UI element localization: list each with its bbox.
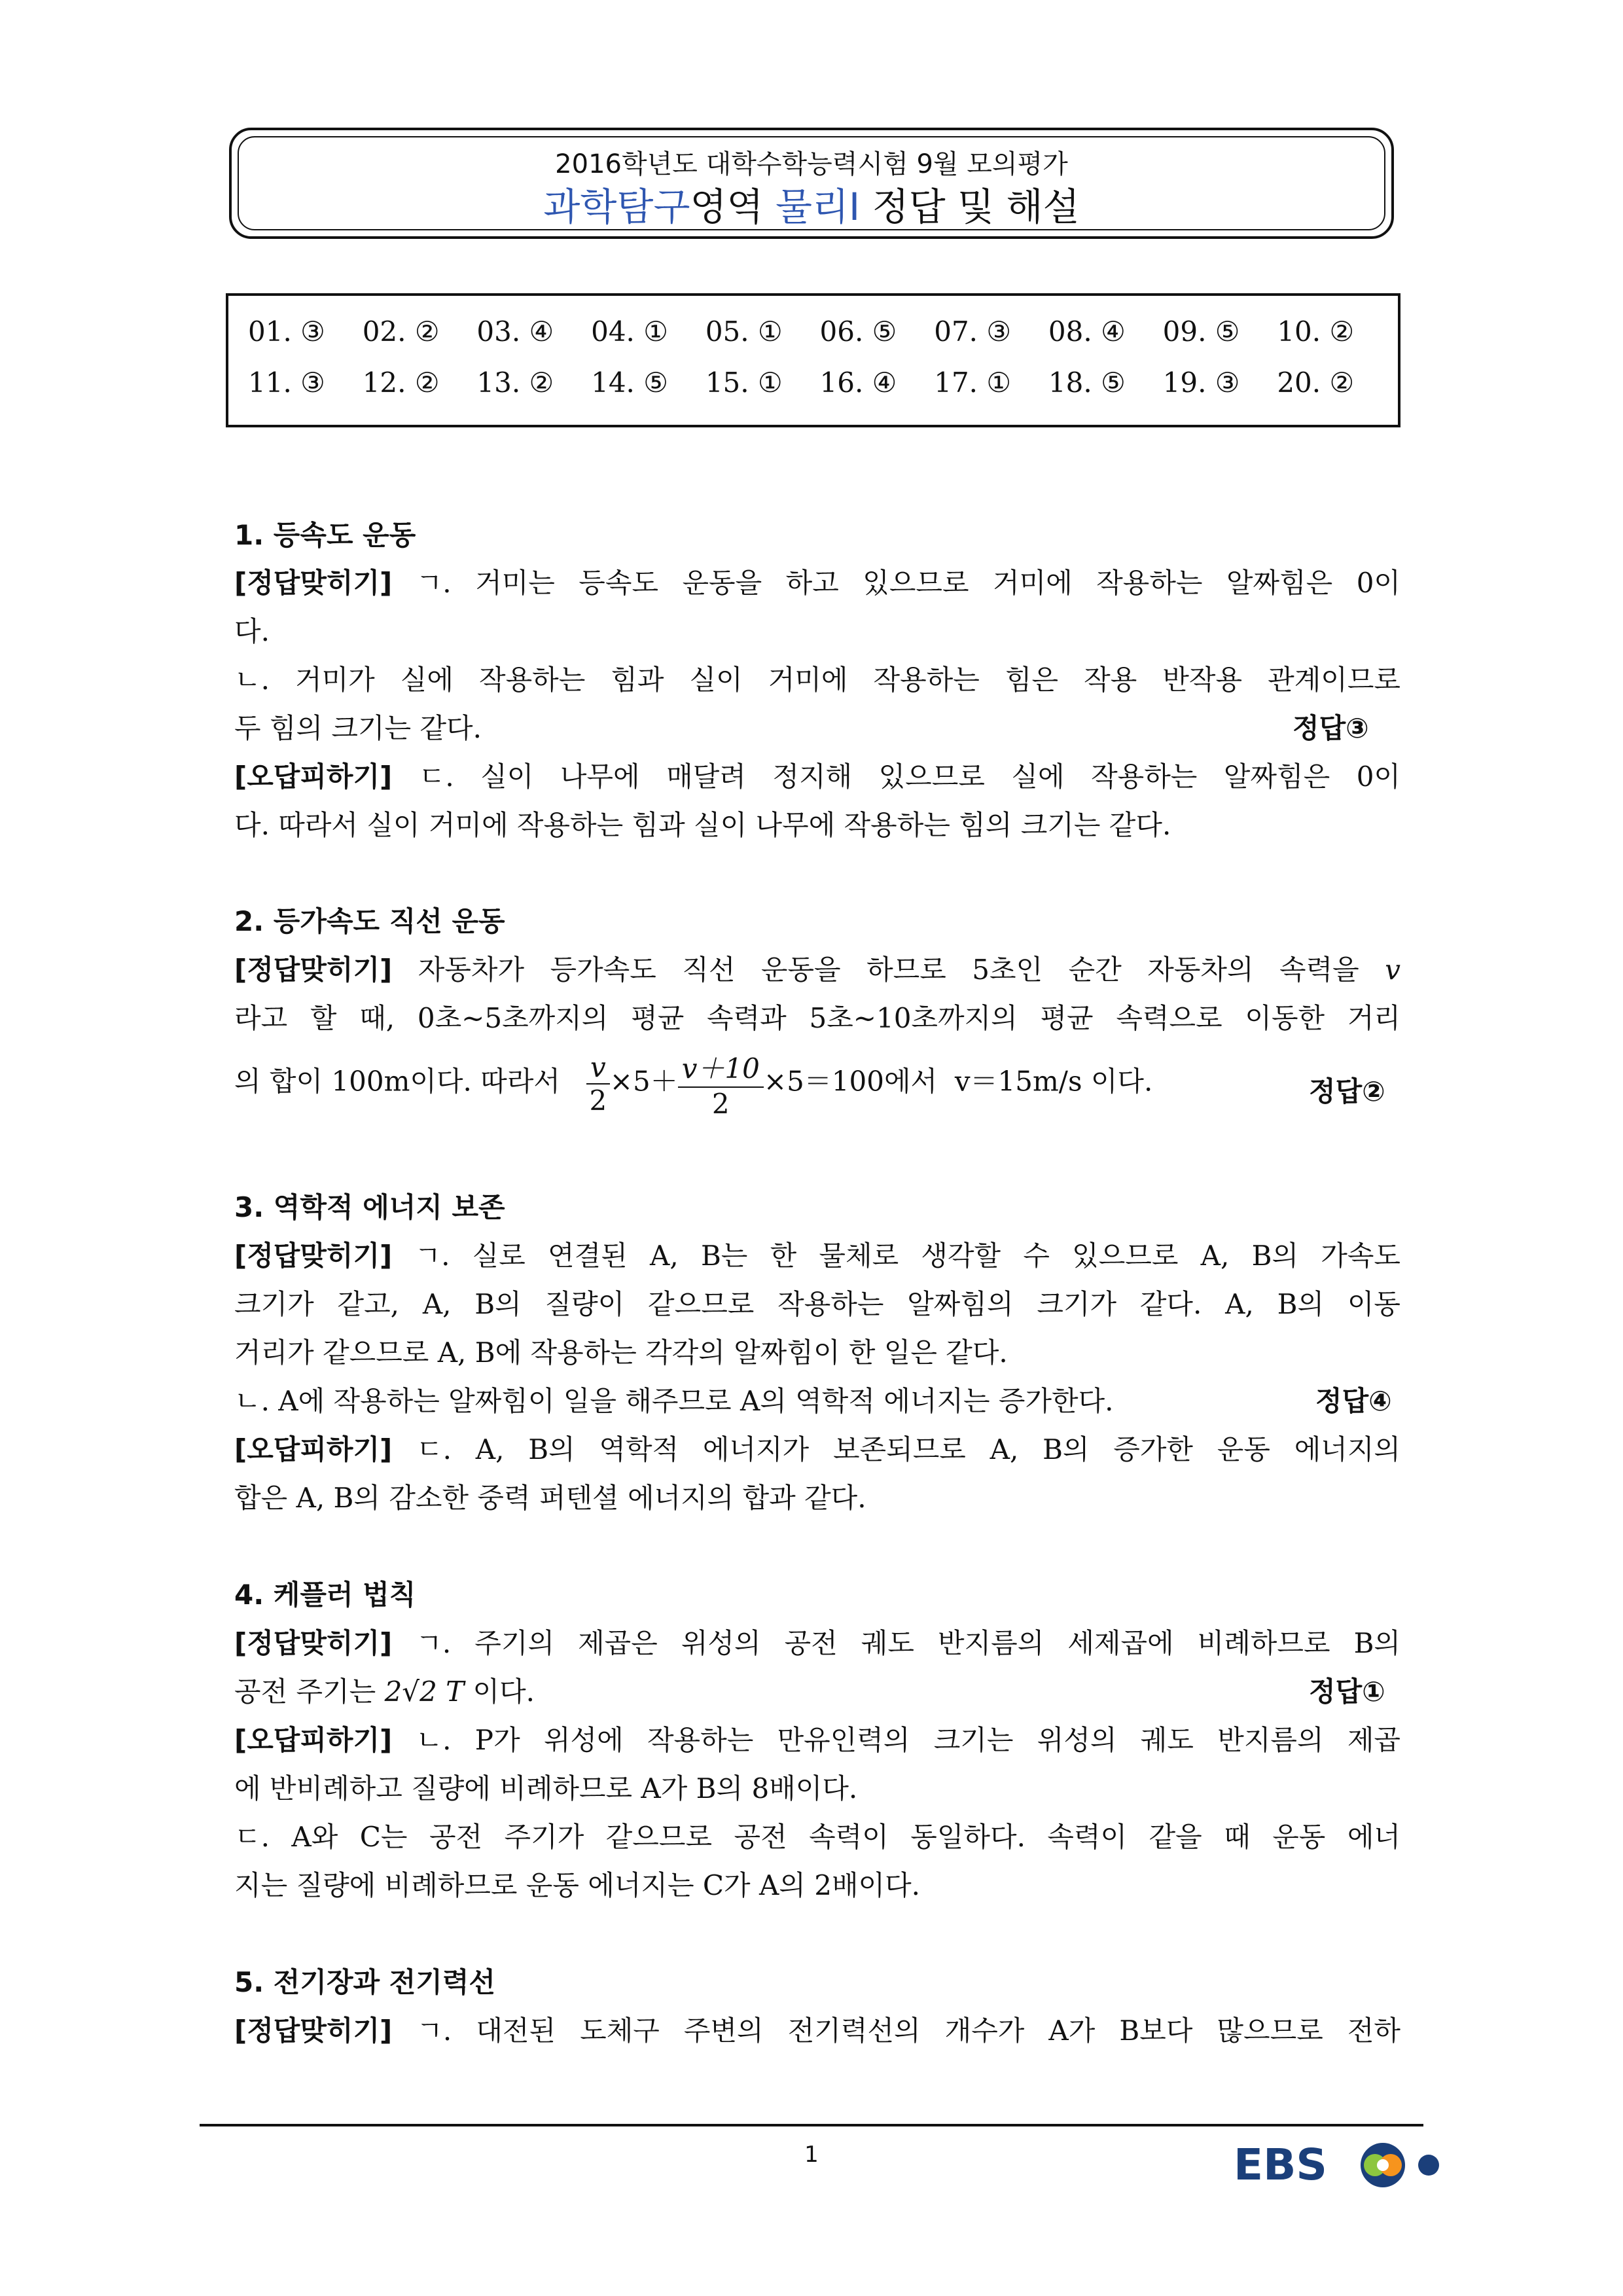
subject-area-suffix: 영역 [690, 185, 776, 229]
q1-line6: 다. 따라서 실이 거미에 작용하는 힘과 실이 나무에 작용하는 힘의 크기는 같다. [234, 809, 1171, 841]
q4-line4: 에 반비례하고 질량에 비례하므로 A가 B의 8배이다. [234, 1772, 858, 1804]
answer-item: 12. ② [362, 367, 440, 399]
correct-label: [정답맞히기] [234, 2015, 393, 2047]
q3-line6: 합은 A, B의 감소한 중력 퍼텐셜 에너지의 합과 같다. [234, 1482, 866, 1514]
answer-item: 14. ⑤ [591, 367, 668, 399]
answer-item: 01. ③ [248, 315, 325, 348]
q1-line2: 다. [234, 615, 270, 647]
wrong-label: [오답피하기] [234, 1724, 393, 1756]
q5-title: 5. 전기장과 전기력선 [234, 1966, 495, 1998]
q1-text: ㄷ. 실이 나무에 매달려 정지해 있으므로 실에 작용하는 알짜힘은 0이 [418, 761, 1400, 793]
footer-divider [200, 2124, 1423, 2126]
q2-text: 자동차가 등가속도 직선 운동을 하므로 5초인 순간 자동차의 속력을 [418, 954, 1359, 986]
title-box [229, 128, 1394, 239]
answer-item: 18. ⑤ [1048, 367, 1126, 399]
q3-line4: ㄴ. A에 작용하는 알짜힘이 일을 해주므로 A의 역학적 에너지는 증가한다. [234, 1385, 1114, 1417]
correct-label: [정답맞히기] [234, 567, 393, 599]
answer-item: 10. ② [1277, 315, 1355, 348]
answer-item: 15. ① [705, 367, 783, 399]
q3-text: ㄱ. 실로 연결된 A, B는 한 물체로 생각할 수 있으므로 A, B의 가속도 [414, 1240, 1400, 1272]
q1-line3: ㄴ. 거미가 실에 작용하는 힘과 실이 거미에 작용하는 힘은 작용 반작용 관계이므로 [234, 664, 1400, 696]
answer-item: 08. ④ [1048, 315, 1126, 348]
ebs-logo-text: EBS [1234, 2140, 1327, 2190]
answer-item: 19. ③ [1162, 367, 1240, 399]
equation-part: ×5＋ [609, 1065, 678, 1098]
q2-line2: 라고 할 때, 0초~5초까지의 평균 속력과 5초~10초까지의 평균 속력으로 이동한 거리 [234, 1002, 1400, 1034]
q2-title: 2. 등가속도 직선 운동 [234, 905, 505, 937]
q4-text: 이다. [473, 1676, 535, 1708]
exam-title: 2016학년도 대학수학능력시험 9월 모의평가 [555, 149, 1068, 179]
answer-row-2 [248, 367, 1391, 399]
q4-line2 [234, 1670, 535, 1710]
q1-line5 [234, 755, 1400, 795]
q1-line4: 두 힘의 크기는 같다. [234, 712, 482, 744]
q3-line3: 거리가 같으므로 A, B에 작용하는 각각의 알짜힘이 한 일은 같다. [234, 1336, 1008, 1369]
answer-item: 20. ② [1277, 367, 1355, 399]
q1-text: ㄱ. 거미는 등속도 운동을 하고 있으므로 거미에 작용하는 알짜힘은 0이 [416, 567, 1400, 599]
answer-item: 07. ③ [934, 315, 1012, 348]
q4-text: ㄱ. 주기의 제곱은 위성의 공전 궤도 반지름의 세제곱에 비례하므로 B의 [416, 1627, 1401, 1659]
q1-answer: 정답③ [1293, 712, 1369, 744]
answer-item: 02. ② [362, 315, 440, 348]
correct-label: [정답맞히기] [234, 1627, 393, 1659]
q4-text: ㄴ. P가 위성에 작용하는 만유인력의 크기는 위성의 궤도 반지름의 제곱 [416, 1724, 1400, 1756]
q3-title: 3. 역학적 에너지 보존 [234, 1191, 505, 1223]
answer-item: 05. ① [705, 315, 783, 348]
ebs-logo [1234, 2132, 1450, 2198]
page-number: 1 [804, 2142, 819, 2168]
answer-row-1 [248, 315, 1391, 348]
fraction-2 [678, 1047, 764, 1120]
q5-text: ㄱ. 대전된 도체구 주변의 전기력선의 개수가 A가 B보다 많으므로 전하 [416, 2015, 1400, 2047]
q2-text: 의 합이 100m이다. 따라서 [234, 1065, 560, 1098]
q4-text: 공전 주기는 [234, 1676, 376, 1708]
answer-item: 09. ⑤ [1162, 315, 1240, 348]
correct-label: [정답맞히기] [234, 1240, 393, 1272]
equation-result: v＝15m/s 이다. [954, 1065, 1153, 1098]
fraction-numerator: v＋10 [678, 1047, 764, 1088]
answer-item: 04. ① [591, 315, 668, 348]
q3-line2: 크기가 같고, A, B의 질량이 같으므로 작용하는 알짜힘의 크기가 같다. A, B의 이동 [234, 1288, 1400, 1320]
equation-part: ×5＝100에서 [763, 1065, 938, 1098]
period-expression: 2√2 T [384, 1676, 465, 1708]
q2-line3 [234, 1047, 1152, 1120]
wrong-label: [오답피하기] [234, 1433, 393, 1465]
answer-item: 06. ⑤ [819, 315, 897, 348]
fraction-numerator: v [586, 1051, 610, 1085]
q1-title: 1. 등속도 운동 [234, 519, 416, 551]
q3-answer: 정답④ [1315, 1385, 1392, 1417]
q3-line1 [234, 1234, 1400, 1274]
q1-line1 [234, 562, 1400, 601]
fraction-denominator: 2 [711, 1088, 730, 1120]
q4-line6: 지는 질량에 비례하므로 운동 에너지는 C가 A의 2배이다. [234, 1869, 921, 1901]
q3-text: ㄷ. A, B의 역학적 에너지가 보존되므로 A, B의 증가한 운동 에너지의 [416, 1433, 1400, 1465]
answer-item: 16. ④ [819, 367, 897, 399]
q4-line3 [234, 1719, 1400, 1758]
answer-key-box [226, 293, 1400, 427]
q2-answer: 정답② [1309, 1075, 1385, 1107]
q4-line5: ㄷ. A와 C는 공전 주기가 같으므로 공전 속력이 동일하다. 속력이 같을 때 운동 에너 [234, 1821, 1400, 1853]
q2-line1 [234, 948, 1400, 988]
q4-line1 [234, 1622, 1400, 1661]
answer-item: 17. ① [934, 367, 1012, 399]
answer-item: 03. ④ [476, 315, 554, 348]
q4-answer: 정답① [1309, 1676, 1385, 1708]
subject-title [232, 176, 1391, 231]
answer-item: 13. ② [476, 367, 554, 399]
velocity-var: v [1385, 954, 1400, 986]
q4-title: 4. 케플러 법칙 [234, 1579, 416, 1611]
q3-line5 [234, 1428, 1400, 1467]
fraction-1 [586, 1051, 610, 1117]
subject-area: 과학탐구 [543, 185, 690, 229]
answer-item: 11. ③ [248, 367, 325, 399]
subject-suffix: 정답 및 해설 [860, 185, 1080, 229]
fraction-denominator: 2 [589, 1084, 607, 1117]
q5-line1 [234, 2009, 1400, 2049]
subject-name: 물리Ⅰ [776, 185, 861, 229]
wrong-label: [오답피하기] [234, 761, 393, 793]
correct-label: [정답맞히기] [234, 954, 393, 986]
